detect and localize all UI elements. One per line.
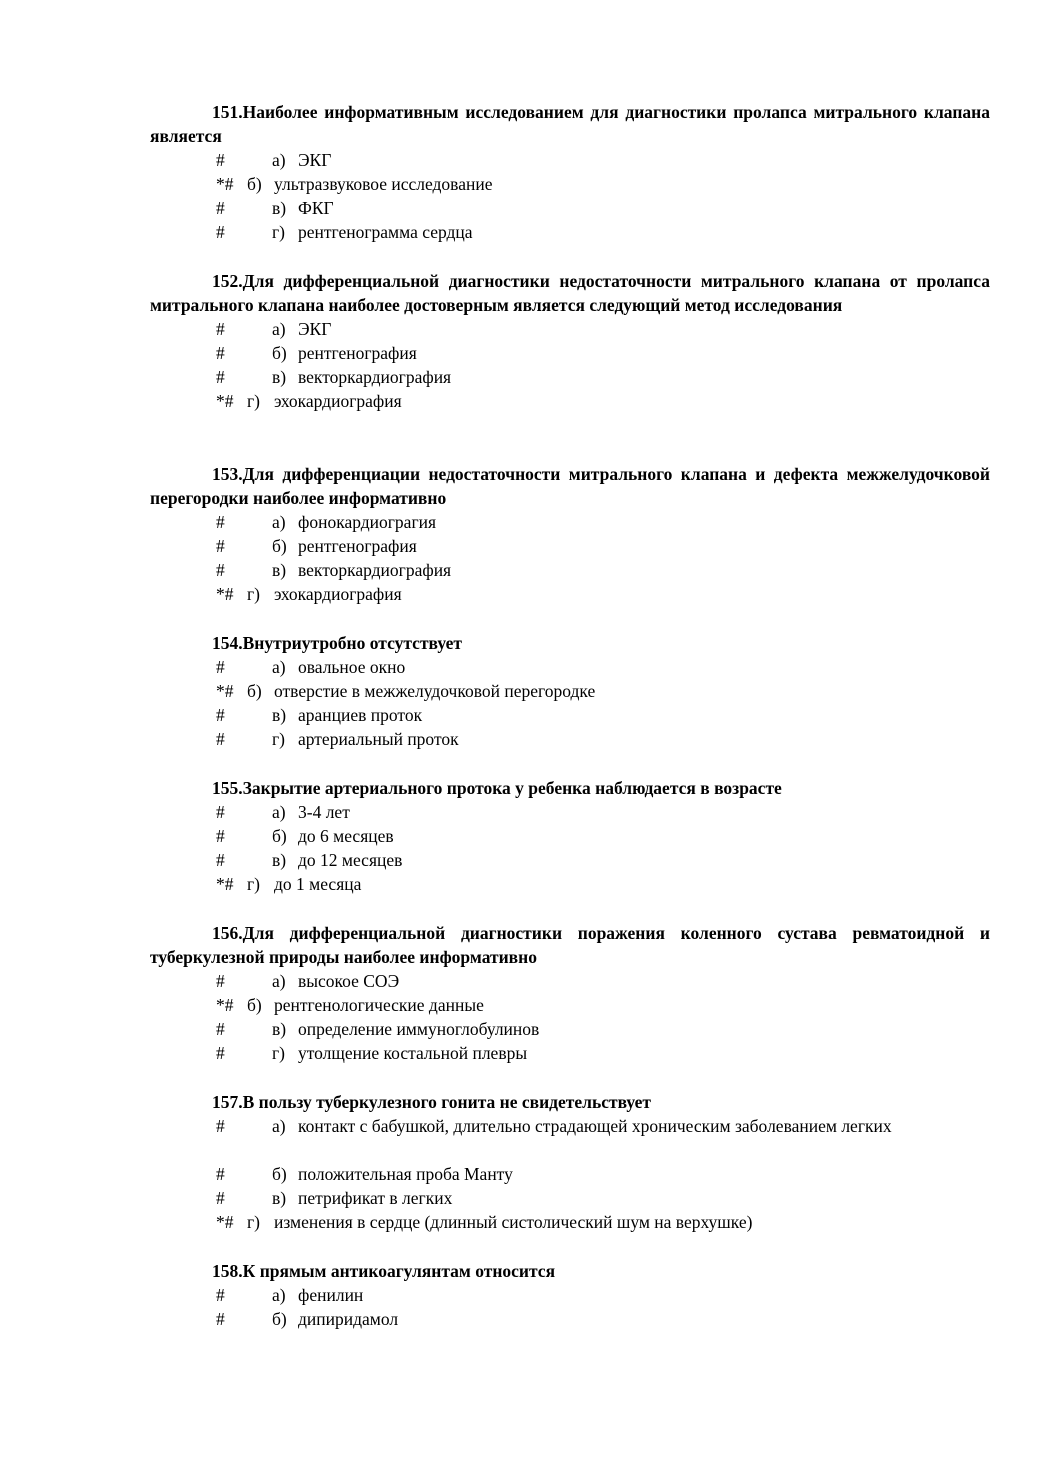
option-letter: а)	[272, 512, 286, 532]
option-mark: #	[216, 802, 225, 822]
question-153	[150, 462, 990, 606]
option-text: отверстие в межжелудочковой перегородке	[274, 681, 596, 701]
answer-option-correct	[150, 993, 990, 1017]
option-text: изменения в сердце (длинный систолический шум на верхушке)	[274, 1212, 753, 1232]
answer-option	[150, 196, 990, 220]
option-letter: б)	[247, 174, 262, 194]
option-letter: а)	[272, 1116, 286, 1136]
option-mark: #	[216, 150, 225, 170]
option-mark: #	[216, 343, 225, 363]
option-letter: б)	[247, 995, 262, 1015]
answer-option-correct	[150, 872, 990, 896]
option-text: утолщение костальной плевры	[298, 1043, 528, 1063]
question-text: 158.К прямым антикоагулянтам относится	[212, 1261, 556, 1281]
option-text: ФКГ	[298, 198, 334, 218]
option-letter: а)	[272, 319, 286, 339]
option-letter: г)	[247, 1212, 261, 1232]
option-mark: #	[216, 512, 225, 532]
option-mark: *#	[216, 874, 234, 894]
answer-option	[150, 558, 990, 582]
option-letter: г)	[272, 729, 286, 749]
option-text: артериальный проток	[298, 729, 459, 749]
option-text: векторкардиография	[298, 560, 452, 580]
answer-option	[150, 534, 990, 558]
option-mark: *#	[216, 391, 234, 411]
option-mark: *#	[216, 174, 234, 194]
option-text: ультразвуковое исследование	[274, 174, 493, 194]
option-mark: #	[216, 1188, 225, 1208]
answer-option	[150, 148, 990, 172]
option-text: петрификат в легких	[298, 1188, 453, 1208]
answer-option	[150, 824, 990, 848]
option-mark: #	[216, 222, 225, 242]
answer-option	[150, 317, 990, 341]
option-letter: а)	[272, 802, 286, 822]
option-mark: #	[216, 705, 225, 725]
question-156	[150, 921, 990, 1065]
answer-option	[150, 341, 990, 365]
option-text: рентгенологические данные	[274, 995, 484, 1015]
option-letter: в)	[272, 367, 287, 387]
option-text: рентгенография	[298, 343, 417, 363]
option-mark: #	[216, 536, 225, 556]
option-letter: а)	[272, 1285, 286, 1305]
option-letter: в)	[272, 198, 287, 218]
option-letter: б)	[272, 343, 287, 363]
answer-option	[150, 727, 990, 751]
option-text: контакт с бабушкой, длительно страдающей хроническим заболеванием легких	[298, 1116, 892, 1136]
option-mark: *#	[216, 995, 234, 1015]
option-mark: *#	[216, 681, 234, 701]
question-text: 156.Для дифференциальной диагностики поражения коленного сустава ревматоидной и туберкулезной природы наиболее информативно	[150, 923, 990, 967]
answer-option	[150, 1017, 990, 1041]
option-text: 3-4 лет	[298, 802, 350, 822]
option-letter: в)	[272, 1019, 287, 1039]
question-text: 153.Для дифференциации недостаточности митрального клапана и дефекта межжелудочковой перегородки наиболее информативно	[150, 464, 990, 508]
option-mark: #	[216, 1309, 225, 1329]
option-letter: в)	[272, 560, 287, 580]
option-text: определение иммуноглобулинов	[298, 1019, 540, 1039]
answer-option	[150, 848, 990, 872]
option-text: высокое СОЭ	[298, 971, 400, 991]
option-text: ЭКГ	[298, 150, 332, 170]
option-letter: г)	[247, 391, 261, 411]
answer-option	[150, 969, 990, 993]
option-text: эхокардиография	[274, 584, 402, 604]
answer-option-correct	[150, 389, 990, 413]
option-mark: #	[216, 1043, 225, 1063]
option-mark: #	[216, 1164, 225, 1184]
answer-option-correct	[150, 1210, 990, 1234]
option-mark: #	[216, 657, 225, 677]
option-text: рентгенограмма сердца	[298, 222, 473, 242]
answer-option	[150, 703, 990, 727]
question-151	[150, 100, 990, 244]
answer-option	[150, 1307, 990, 1331]
option-mark: #	[216, 971, 225, 991]
option-text: дипиридамол	[298, 1309, 399, 1329]
answer-option	[150, 1041, 990, 1065]
option-text: эхокардиография	[274, 391, 402, 411]
option-mark: #	[216, 826, 225, 846]
option-letter: б)	[247, 681, 262, 701]
answer-option	[150, 365, 990, 389]
option-mark: #	[216, 560, 225, 580]
option-letter: в)	[272, 850, 287, 870]
option-text: рентгенография	[298, 536, 417, 556]
option-letter: в)	[272, 705, 287, 725]
question-text: 155.Закрытие артериального протока у ребенка наблюдается в возрасте	[212, 778, 782, 798]
option-text: векторкардиография	[298, 367, 452, 387]
option-mark: #	[216, 1019, 225, 1039]
option-text: фонокардиограгия	[298, 512, 437, 532]
option-mark: #	[216, 850, 225, 870]
question-152	[150, 269, 990, 413]
answer-option-correct	[150, 582, 990, 606]
option-letter: б)	[272, 536, 287, 556]
option-letter: а)	[272, 657, 286, 677]
option-letter: г)	[272, 222, 286, 242]
option-text: овальное окно	[298, 657, 406, 677]
answer-option	[150, 1186, 990, 1210]
option-text: аранциев проток	[298, 705, 423, 725]
option-text: ЭКГ	[298, 319, 332, 339]
answer-option	[150, 1162, 990, 1186]
option-letter: б)	[272, 1164, 287, 1184]
option-mark: #	[216, 729, 225, 749]
option-text: до 12 месяцев	[298, 850, 403, 870]
option-mark: #	[216, 367, 225, 387]
option-mark: #	[216, 1116, 225, 1136]
question-155	[150, 776, 990, 896]
option-mark: #	[216, 319, 225, 339]
option-text: до 1 месяца	[274, 874, 362, 894]
option-mark: *#	[216, 1212, 234, 1232]
answer-option	[150, 800, 990, 824]
option-letter: г)	[247, 874, 261, 894]
question-text: 154.Внутриутробно отсутствует	[212, 633, 462, 653]
answer-option	[150, 1283, 990, 1307]
answer-option	[150, 655, 990, 679]
question-text: 152.Для дифференциальной диагностики недостаточности митрального клапана от пролапса митрального клапана наиболее достоверным является следующий метод исследования	[150, 271, 990, 315]
option-mark: #	[216, 1285, 225, 1305]
option-text: положительная проба Манту	[298, 1164, 513, 1184]
option-text: фенилин	[298, 1285, 364, 1305]
answer-option	[150, 1114, 990, 1162]
option-text: до 6 месяцев	[298, 826, 394, 846]
answer-option	[150, 510, 990, 534]
question-text: 157.В пользу туберкулезного гонита не свидетельствует	[212, 1092, 652, 1112]
question-text: 151.Наиболее информативным исследованием для диагностики пролапса митрального клапана является	[150, 102, 990, 146]
option-mark: #	[216, 198, 225, 218]
option-letter: а)	[272, 971, 286, 991]
question-158	[150, 1259, 990, 1331]
option-letter: г)	[272, 1043, 286, 1063]
answer-option-correct	[150, 172, 990, 196]
option-mark: *#	[216, 584, 234, 604]
answer-option	[150, 220, 990, 244]
option-letter: в)	[272, 1188, 287, 1208]
answer-option-correct	[150, 679, 990, 703]
option-letter: б)	[272, 1309, 287, 1329]
option-letter: г)	[247, 584, 261, 604]
question-154	[150, 631, 990, 751]
option-letter: а)	[272, 150, 286, 170]
question-157	[150, 1090, 990, 1234]
option-letter: б)	[272, 826, 287, 846]
